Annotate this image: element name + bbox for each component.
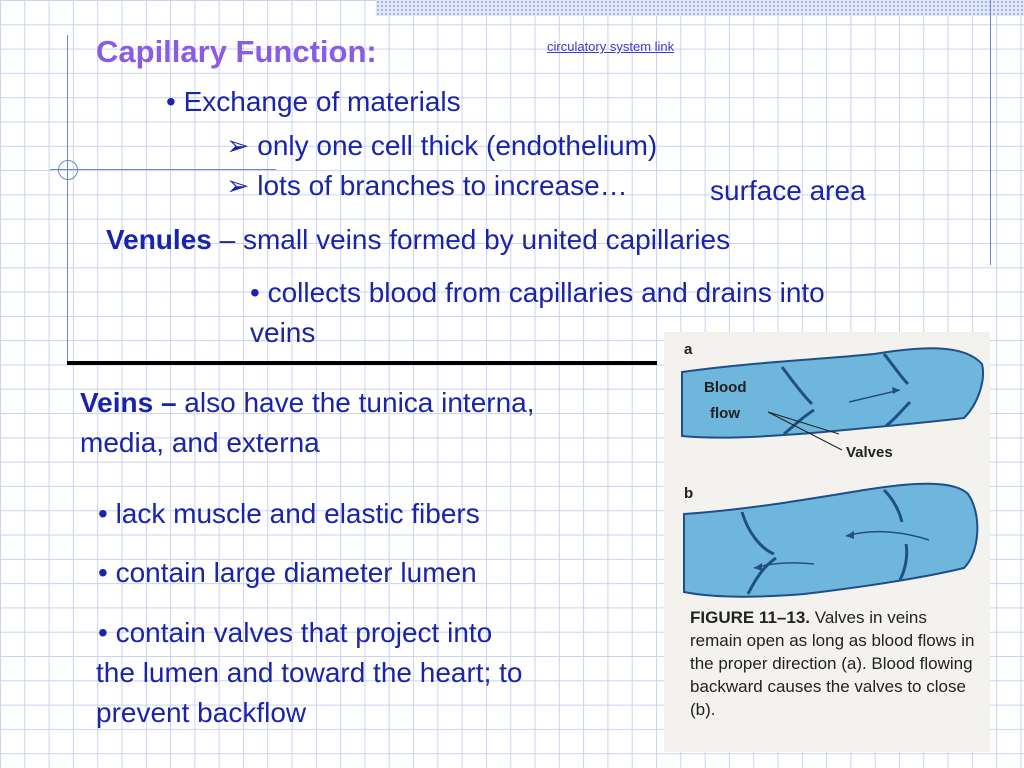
decorative-top-bar (376, 0, 1024, 16)
figure-caption (690, 606, 980, 721)
panel-a-label: a (684, 341, 693, 358)
venules-bullet-line-2: veins (250, 317, 316, 348)
flow-label: flow (710, 405, 740, 422)
capillary-sub-text-1: only one cell thick (endothelium) (257, 130, 658, 161)
circulatory-system-link[interactable]: circulatory system link (547, 39, 675, 54)
capillary-sub-bullet-1 (226, 130, 657, 162)
veins-line (80, 387, 535, 419)
veins-definition-1: also have the tunica interna, (184, 387, 535, 418)
venules-term: Venules (106, 224, 212, 255)
venules-definition: – small veins formed by united capillaries (219, 224, 731, 255)
veins-definition-2: media, and externa (80, 427, 320, 458)
veins-bullet-3-line-3: prevent backflow (96, 697, 307, 728)
panel-b-label: b (684, 485, 694, 502)
arrow-bullet-icon: ➢ (226, 170, 250, 201)
venules-bullet-line-1: • collects blood from capillaries and drains into (250, 277, 825, 308)
decorative-circle (58, 160, 78, 180)
section-divider (67, 361, 657, 365)
capillary-sub-bullet-2 (226, 170, 628, 202)
caption-text: Valves in veins remain open as long as blood flows in the proper direction (a). Blood flowing backward causes the valves to close (b). (690, 608, 975, 719)
venules-line (106, 224, 730, 256)
slide-title: Capillary Function: (96, 34, 377, 69)
capillary-sub-text-2: lots of branches to increase… (257, 170, 628, 201)
decorative-vertical-line-right (990, 0, 991, 265)
blood-label: Blood (704, 379, 747, 396)
caption-head: FIGURE 11–13. (690, 608, 811, 627)
veins-bullet-3-line-2: the lumen and toward the heart; to (96, 657, 523, 688)
capillary-bullet: • Exchange of materials (166, 86, 461, 117)
valves-label: Valves (846, 444, 893, 461)
veins-bullet-3-line-1: • contain valves that project into (98, 617, 493, 648)
vein-b-shape (684, 484, 977, 597)
veins-term: Veins – (80, 387, 177, 418)
veins-bullet-1: • lack muscle and elastic fibers (98, 498, 480, 529)
veins-bullet-2: • contain large diameter lumen (98, 557, 477, 588)
decorative-vertical-line-left (67, 35, 68, 365)
arrow-bullet-icon: ➢ (226, 130, 250, 161)
capillary-sub-text-2-tail: surface area (710, 175, 866, 206)
